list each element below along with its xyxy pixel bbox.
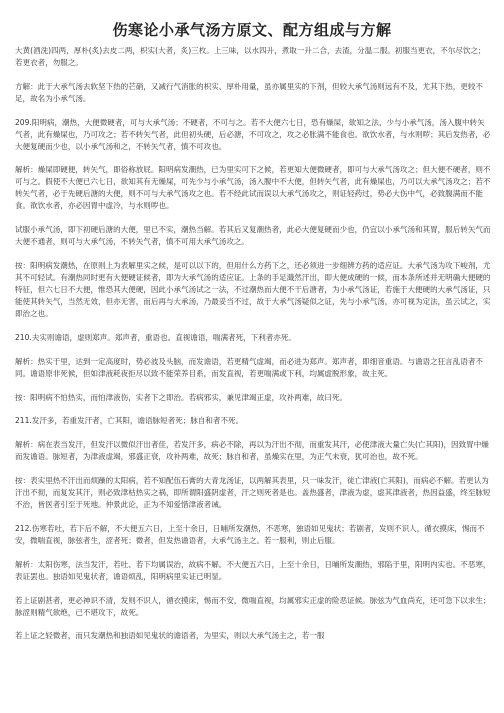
paragraph-5: 按：阳明病发潮热，在原则上为表解里实之候，是可以以下的，但用什么方药下之，还必须进一步细辨方药的适应证。大承气汤为攻下峻剂，尤其不可轻试。有潮热同时更有大便硬证候者，即为大承气汤的适应证。上条的手足濈然汗出，即大便成硬的一候，而本条所述并无明确大便硬的特征，但六七日不大便，惟恐其大便硬，因此小承气汤试之一法，不过潮热而大便不干后溏者，为小承气汤证，若施于大便硬的大承气汤证，只能使其转矢气，当然无效，但亦无害，而后再与大承汤，乃最妥当不过，故于大承气汤疑似之证，先与小承气汤，亦可视为定法，虽云试之，实即治之也。 xyxy=(15,261,491,318)
paragraph-15: 若上证之轻微者，而只发潮热和独语如见鬼状的谵语者，为里实，则以大承气汤主之，若一服 xyxy=(15,631,325,641)
page-title: 伤寒论小承气汤方原文、配方组成与方解 xyxy=(112,21,392,39)
paragraph-12: 212.伤寒若吐，若下后不解，不大便五六日，上至十余日，日晡所发潮热，不恶寒，独语如见鬼状；若剧者，发则不识人，循衣摸床，惕而不安，微喘直视，脉弦者生，涩者死；微者，但发热谵语者，大承气汤主之。若一服利，则止后服。 xyxy=(15,523,485,545)
paragraph-14: 若上证剧甚者，更必神识不清，发则不识人，循衣摸床，惕而不安，微喘直视，均属邪实正虚的险恶证候。脉弦为气血尚充，还可急下以求生；脉涩则精气欲绝，已不堪攻下，故死。 xyxy=(15,595,491,617)
paragraph-7: 解析：热实于里，达到一定高度时，势必波及头脑，而发谵语，若更精气虚竭，而必进为郑声。郑声者，即细音重语。与谵语之狂言乱语者不同。谵语原非死候，但如津液耗夜拒尽以致不能荣养目系，而发直视，若更喘满或下利，均属虚脱形象，故主死。 xyxy=(15,356,483,378)
paragraph-6: 210.夫实则谵语，虚则郑声。郑声者，重语也。直视谵语，喘满者死，下利者亦死。 xyxy=(15,332,296,342)
paragraph-9: 211.发汗多，若重发汗者，亡其阳，谵语脉短者死；脉自和者不死。 xyxy=(15,416,244,426)
paragraph-8: 按：阳明病不怕热实，而怕津液伤，实者下之即治。若病邪实，兼见津竭正虚，攻补两难，故曰死。 xyxy=(15,392,348,402)
paragraph-2: 209.阳明病，潮热，大便微硬者，可与大承气汤；不硬者，不可与之。若不大便六七日，恐有燥屎，欲知之法，少与小承气汤，汤入腹中转矢气者，此有燥屎也，乃可攻之；若不转矢气者，此但初头硬，后必溏，不可攻之，攻之必胀满不能食也。欲饮水者，与水则哕；其后发热者，必大便复硬而少也，以小承气汤和之，不转矢气者，慎不可攻也。 xyxy=(15,117,491,151)
paragraph-0: 大黄(酒洗)四两，厚朴(炙)去皮二两，枳实(大者，炙)三枚。上三味，以水四升，煮取一升二合，去渣，分温二服。初服当更衣，不尔尽饮之；若更衣者，勿服之。 xyxy=(15,46,486,67)
paragraph-1: 方解：此于大承气汤去软坚下热的芒硝，又减行气消胀的枳实、厚朴用量，虽亦属里实的下剂，但较大承气汤则远有不及，尤其下热，更较不足，故名为小承气汤。 xyxy=(15,81,483,103)
article-body xyxy=(15,45,491,654)
paragraph-13: 解析：太阳伤寒，法当发汗，若吐、若下均属误治，故病不解。不大便五六日，上至十余日，日晡所发潮热，邪陷于里，阳明内实也。不恶寒，表证罢也。独语如见鬼状者，谵语烦乱，阳明病里实证已明显。 xyxy=(15,559,491,581)
paragraph-11: 按：表实里热不汗出而烦躁的太阳病，若不知配伍石膏的大青龙汤证，以两解其表里，只一味发汗，徒亡津液(亡其阳)，而病必不解。若更认为汗出不彻，而复发其汗，则必致津枯热实之祸，即所谓阳盛阴虚者，汗之则死者是也。盖热盛者，津液为虚，虚其津液者，热因益盛，终至脉短不治，皆医者引至于死地。仲景此论，正为不知爱惜津液者诫。 xyxy=(15,476,491,510)
paragraph-4: 试服小承气汤，即下初硬后溏的大便，里已不实，潮热当解。若其后又复潮热者，此必大便复硬而少也，仍宜以小承气汤和其胃，服后转矢气而大便不通者，则可与大承气汤，不转矢气者，慎不可用大承气汤攻之。 xyxy=(15,225,491,247)
paragraph-3: 解析：燥屎即硬便，转矢气，即俗称放屁。阳明病发潮热，已为里实可下之候，若更知大便微硬者，即可与大承气汤攻之；但大便不硬者，则不可与之。假使不大便已六七日，欲知其有无燥屎，可先少与小承气汤，汤入腹中不大便，但转矢气者，此有燥屎也，乃可以大承气汤攻之；若不转矢气者，必于先硬后溏的大便，则不可与大承气汤攻之也。若不经此试而误以大承气汤攻之，则证轻药过，势必大伤中气，必致腹满而不能食。欲饮水者，亦必因胃中虚冷，与水则哕也。 xyxy=(15,165,491,211)
paragraph-10: 解析：病在表当发汗，但发汗以微似汗出者佳，若发汗多，病必不除，再以为汗出不彻，而重发其汗，必使津液大量亡失(亡其阳)，因致胃中燥而发谵语。脉短者，为津液虚竭，邪盛正衰，攻补两难，故死；脉自和者，虽燥实在里，为正气未衰，犹可治也，故不死。 xyxy=(15,440,489,462)
